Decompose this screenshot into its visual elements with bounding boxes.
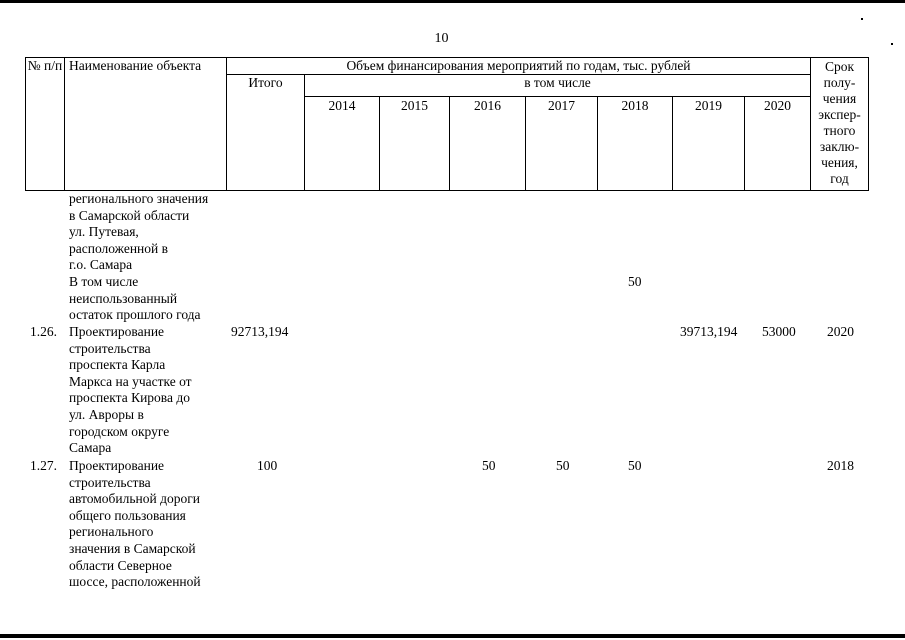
header-col-including: в том числе [305, 75, 811, 97]
row-127-2016: 50 [482, 458, 496, 473]
deadline-line: год [830, 171, 849, 186]
header-col-number: № п/п [26, 58, 65, 191]
page-number: 10 [434, 31, 449, 46]
table-header [25, 57, 869, 191]
header-year-2020: 2020 [745, 97, 811, 191]
row-127-name: Проектирование строительства автомобильной дороги общего пользования регионального значения в Самарской области Северное шоссе, расположенной [69, 458, 201, 590]
deadline-line: чения, [821, 155, 858, 170]
header-col-name: Наименование объекта [65, 58, 227, 191]
header-col-deadline [811, 58, 869, 191]
row-126-2020: 53000 [762, 324, 796, 339]
header-year-2019: 2019 [673, 97, 745, 191]
header-col-total: Итого [227, 75, 305, 191]
row-127-total: 100 [257, 458, 278, 473]
header-year-2017: 2017 [526, 97, 598, 191]
header-year-2015: 2015 [380, 97, 450, 191]
row-126-number: 1.26. [30, 324, 57, 339]
header-col-funding: Объем финансирования мероприятий по годам, тыс. рублей [227, 58, 811, 75]
row-127-2017: 50 [556, 458, 570, 473]
scan-speck [891, 43, 893, 45]
header-year-2016: 2016 [450, 97, 526, 191]
row-127-number: 1.27. [30, 458, 57, 473]
header-year-2018: 2018 [598, 97, 673, 191]
scan-speck [861, 18, 863, 20]
deadline-line: заклю- [819, 139, 860, 154]
header-year-2014: 2014 [305, 97, 380, 191]
top-border [0, 0, 905, 3]
deadline-line: экспер- [818, 107, 861, 122]
deadline-line: Срок [824, 59, 855, 74]
row-127-2018: 50 [628, 458, 642, 473]
row-126-name: Проектирование строительства проспекта Карла Маркса на участке от проспекта Кирова до ул. Авроры в городском округе Самара [69, 324, 192, 456]
row-126-2019: 39713,194 [680, 324, 738, 339]
deadline-line: полу- [823, 75, 856, 90]
row-126-deadline: 2020 [827, 324, 854, 339]
bottom-border [0, 634, 905, 638]
table-row-remainder-name: В том числе неиспользованный остаток прошлого года [69, 274, 201, 323]
table-row-continuation-name: регионального значения в Самарской области ул. Путевая, расположенной в г.о. Самара [69, 191, 209, 273]
row-126-total: 92713,194 [231, 324, 289, 339]
deadline-line: тного [823, 123, 856, 138]
remainder-2018-value: 50 [628, 274, 642, 289]
row-127-deadline: 2018 [827, 458, 854, 473]
deadline-line: чения [822, 91, 857, 106]
